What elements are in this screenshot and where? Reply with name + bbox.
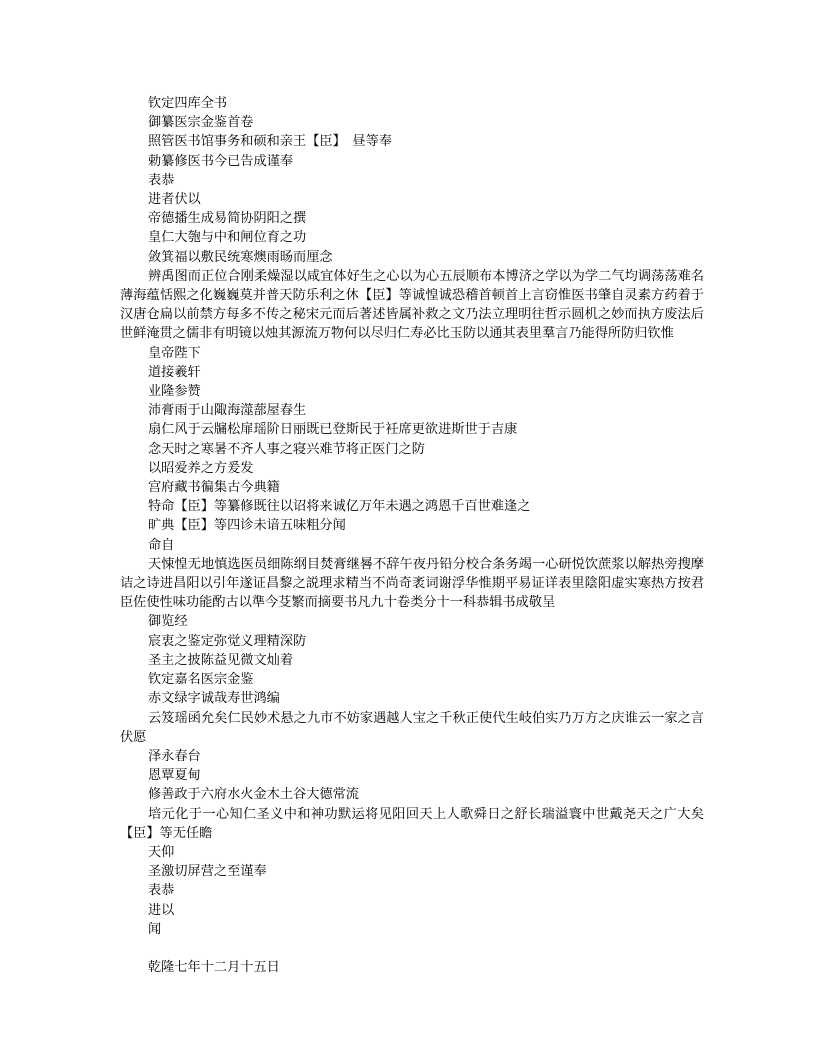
text-line: 宸衷之鉴定弥觉义理精深防: [148, 633, 307, 649]
text-line: 泽永春台: [148, 748, 201, 764]
paragraph: 天悚惶无地慎选医员细陈纲目焚膏继晷不辞午夜丹铅分校合条务竭一心研悦饮蔗浆以解热旁搜摩诘之诗进昌阳以引年遂证昌黎之説理求精当不尚奇袤词谢浮华惟期平易证详表里陰阳虚实寒热方按君臣佐使性味功能酌古以準今芟繁而摘要书凡九十卷类分十一科恭辑书成敬呈: [120, 556, 704, 611]
text-line: 恩覃夏甸: [148, 768, 201, 784]
text-line: 皇帝陛下: [148, 345, 201, 361]
text-line: 业隆参赞: [148, 384, 201, 400]
text-line: 表恭: [148, 883, 175, 899]
paragraph: 云笈瑶函允矣仁民妙术悬之九市不妨家遇越人宝之千秋正使代生岐伯实乃万方之庆谁云一家之言伏愿: [120, 710, 704, 745]
document-date: 乾隆七年十二月十五日: [148, 959, 280, 975]
text-block: [120, 344, 704, 555]
text-block: [120, 747, 704, 805]
text-line: 敛箕福以敷民统寒燠雨旸而厘念: [148, 249, 333, 265]
document-body: [120, 94, 704, 977]
text-line: 道接羲轩: [148, 364, 201, 380]
text-line: 扇仁风于云牖松扉瑶阶日丽既已登斯民于衽席更欲进斯世于吉康: [148, 422, 518, 438]
header-block: [120, 94, 704, 267]
text-line: 御览经: [148, 614, 188, 630]
text-line: 特命【臣】等纂修既往以诏将来诚亿万年未遇之鸿恩千百世难逢之: [148, 499, 531, 515]
text-line: 宫府藏书徧集古今典籍: [148, 480, 280, 496]
text-line: 沛膏雨于山陬海澨蔀屋春生: [148, 403, 307, 419]
closing-block: [120, 843, 704, 939]
text-line: 御纂医宗金鉴首卷: [148, 115, 254, 131]
text-block: [120, 612, 704, 708]
text-line: 皇仁大匏与中和闸位育之功: [148, 230, 307, 246]
text-line: 旷典【臣】等四诊未谙五味粗分闻: [148, 518, 346, 534]
text-line: 赤文绿字诚哉寿世鸿编: [148, 691, 280, 707]
text-line: 闻: [148, 921, 162, 937]
paragraph: 培元化于一心知仁圣义中和神功默运将见阳回天上人歌舜日之舒长瑞溢寰中世戴尧天之广大矣【臣】等无任瞻: [120, 806, 704, 841]
text-line: 命自: [148, 537, 175, 553]
text-line: 天仰: [148, 844, 175, 860]
text-line: 勅纂修医书今已告成谨奉: [148, 153, 294, 169]
text-line: 帝德播生成易简协阴阳之撰: [148, 211, 307, 227]
paragraph: 辨禹图而正位合刚柔燥湿以咸宜体好生之心以为心五辰顺布本博济之学以为学二气均调荡荡难名薄海蕴恬熙之化巍巍莫并普天防乐利之休【臣】等诚惶诚恐稽首顿首上言窃惟医书肇自灵素方药着于汉唐仓扁以前禁方每多不传之秘宋元而后著述皆属补救之文乃法立理明往哲示圆机之妙而执方废法后世鲜淹贯之儒非有明镜以烛其源流万物何以尽归仁寿必比玉防以通其表里羣言乃能得所防归钦惟: [120, 268, 704, 342]
text-line: 念天时之寒暑不齐人事之寝兴难节将正医门之防: [148, 441, 425, 457]
text-line: 修善政于六府水火金木土谷大德常流: [148, 787, 359, 803]
blank-line: [120, 939, 704, 958]
text-line: 以昭爱养之方爰发: [148, 460, 254, 476]
text-line: 圣主之披陈益见微文灿着: [148, 652, 294, 668]
text-line: 圣激切屏营之至谨奉: [148, 864, 267, 880]
text-line: 表恭: [148, 172, 175, 188]
text-line: 照管医书馆事务和硕和亲王【臣】 昼等奉: [148, 134, 392, 150]
text-line: 钦定四库全书: [148, 96, 228, 111]
text-line: 进者伏以: [148, 192, 201, 208]
text-line: 钦定嘉名医宗金鉴: [148, 672, 254, 688]
text-line: 进以: [148, 902, 175, 918]
